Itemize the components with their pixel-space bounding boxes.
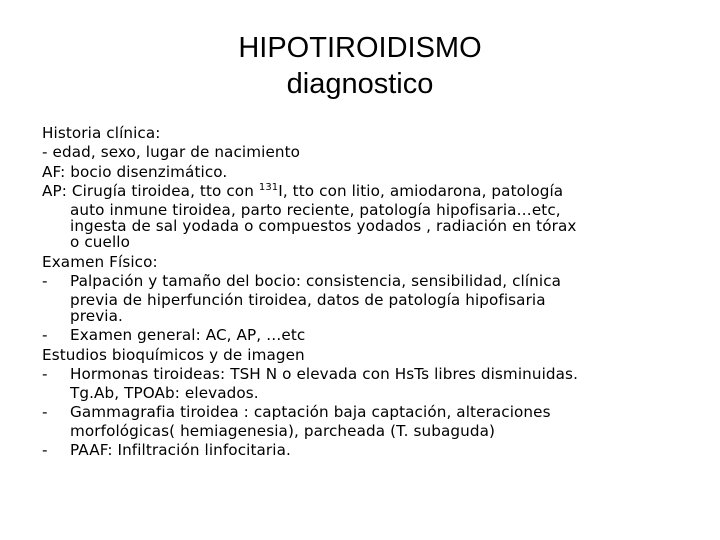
title-line-1: HIPOTIROIDISMO — [238, 32, 482, 64]
ap-continuation-1: auto inmune tiroidea, parto reciente, patología hipofisaria…etc, — [70, 200, 561, 219]
gammagrafia-text: Gammagrafia tiroidea : captación baja captación, alteraciones — [70, 403, 551, 422]
paaf-text: PAAF: Infiltración linfocitaria. — [70, 440, 291, 459]
slide-body — [42, 124, 682, 460]
bullet-dash: - — [42, 440, 48, 459]
ap-suffix: I, tto con litio, amiodarona, patología — [278, 182, 564, 201]
palpacion-continuation-2: previa. — [70, 307, 123, 326]
af-line: AF: bocio disenzimático. — [42, 162, 228, 181]
palpacion-item — [42, 272, 682, 291]
ap-prefix: AP: Cirugía tiroidea, tto con — [42, 182, 259, 201]
bullet-dash: - — [42, 403, 48, 422]
hormonas-text: Hormonas tiroideas: TSH N o elevada con HsTs libres disminuidas. — [70, 365, 578, 384]
gammagrafia-item — [42, 403, 682, 422]
hormonas-continuation: Tg.Ab, TPOAb: elevados. — [70, 383, 259, 402]
bullet-dash: - — [42, 365, 48, 384]
bullet-dash: - — [42, 326, 48, 345]
examen-general-text: Examen general: AC, AP, …etc — [70, 326, 306, 345]
ap-line — [42, 182, 682, 201]
ap-continuation-2: ingesta de sal yodada o compuestos yodados , radiación en tórax — [70, 217, 577, 236]
bullet-dash: - — [42, 272, 48, 291]
ap-continuation-3: o cuello — [70, 233, 130, 252]
title-line-2: diagnostico — [286, 68, 434, 100]
historia-line: - edad, sexo, lugar de nacimiento — [42, 143, 301, 162]
palpacion-continuation-1: previa de hiperfunción tiroidea, datos de patología hipofisaria — [70, 290, 546, 309]
historia-heading: Historia clínica: — [42, 124, 161, 142]
palpacion-text: Palpación y tamaño del bocio: consistencia, sensibilidad, clínica — [70, 272, 562, 291]
examen-heading: Examen Físico: — [42, 252, 158, 271]
ap-isotope-mass: 131 — [258, 182, 279, 194]
gammagrafia-continuation: morfológicas( hemiagenesia), parcheada (T. subaguda) — [70, 421, 496, 440]
estudios-heading: Estudios bioquímicos y de imagen — [42, 345, 305, 364]
examen-general-item — [42, 326, 682, 345]
paaf-item — [42, 441, 682, 460]
slide-title — [0, 30, 720, 102]
hormonas-item — [42, 365, 682, 384]
